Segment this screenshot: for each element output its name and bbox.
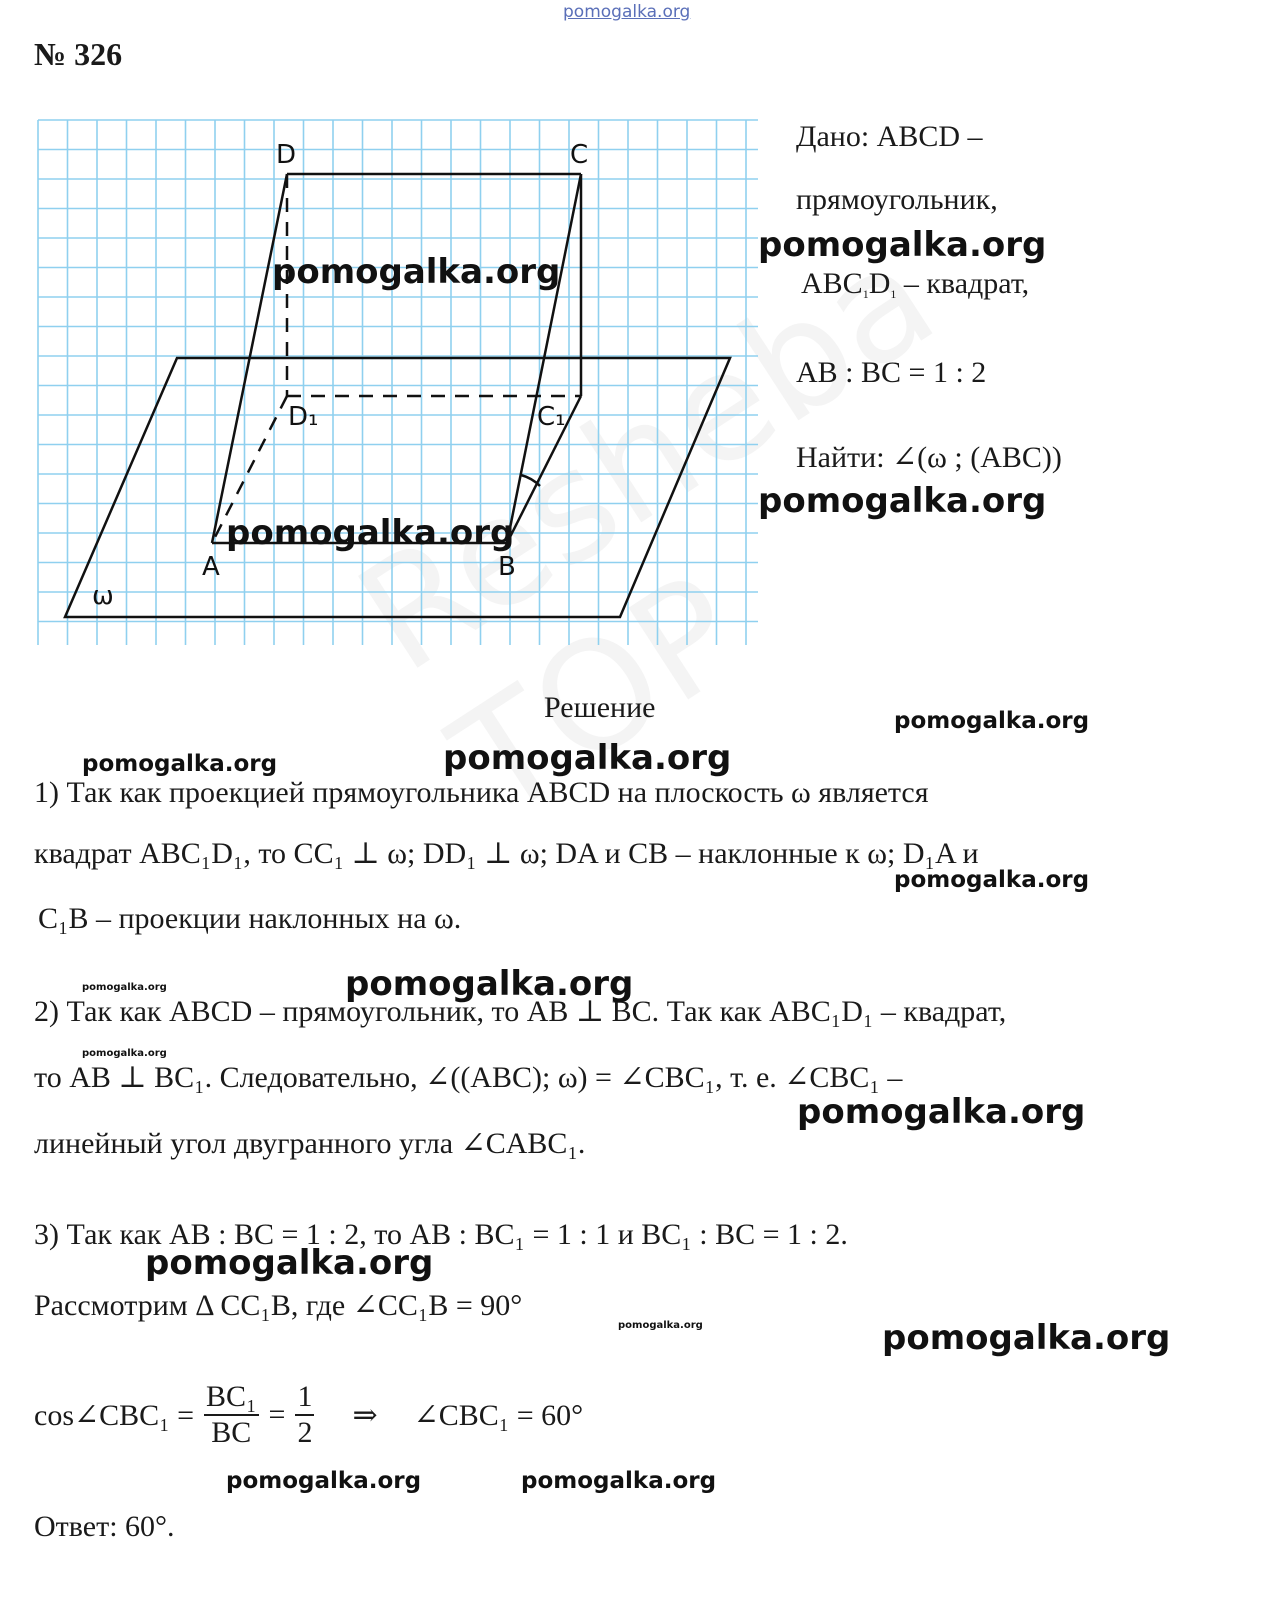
- label-D1: D₁: [288, 402, 319, 432]
- label-A: A: [202, 552, 220, 582]
- fraction-denominator: BC: [211, 1416, 252, 1449]
- watermark: pomogalka.org: [226, 1468, 422, 1494]
- watermark: pomogalka.org: [82, 982, 167, 993]
- fraction-denominator: 2: [297, 1416, 313, 1449]
- given-line-1: Дано: ABCD –: [796, 120, 983, 153]
- geometry-diagram: [0, 0, 780, 660]
- watermark: pomogalka.org: [758, 481, 1047, 521]
- step3-line1: 3) Так как AB : BC = 1 : 2, то AB : BC₁ = 1 : 1 и BC₁ : BC = 1 : 2.: [34, 1218, 848, 1251]
- watermark: pomogalka.org: [894, 867, 1090, 893]
- watermark: pomogalka.org: [797, 1092, 1086, 1132]
- watermark: pomogalka.org: [145, 1243, 434, 1283]
- watermark: pomogalka.org: [443, 738, 732, 778]
- equals-sign: =: [268, 1398, 286, 1431]
- label-D: D: [276, 140, 297, 170]
- step2-line3: линейный угол двугранного угла ∠CABC₁.: [34, 1127, 586, 1160]
- answer: Ответ: 60°.: [34, 1510, 175, 1543]
- watermark: pomogalka.org: [226, 513, 515, 553]
- fraction-one-half: [295, 1380, 314, 1450]
- grid-background: [38, 120, 758, 645]
- step1-line3: C₁B – проекции наклонных на ω.: [38, 902, 462, 935]
- cos-equation: [34, 1380, 583, 1450]
- implies-sign: ⇒: [352, 1398, 378, 1432]
- find-line: Найти: ∠(ω ; (ABC)): [796, 441, 1062, 474]
- watermark: pomogalka.org: [758, 225, 1047, 265]
- problem-number: № 326: [34, 36, 123, 72]
- plane-omega: [65, 358, 730, 617]
- solution-heading: Решение: [544, 691, 656, 724]
- given-line-2: прямоугольник,: [796, 183, 998, 216]
- given-line-3: $ABC_1D_1$ – квадрат,: [801, 267, 1030, 301]
- watermark: pomogalka.org: [345, 964, 634, 1004]
- fraction-bc1-bc: [204, 1380, 258, 1450]
- watermark: pomogalka.org: [82, 751, 278, 777]
- step1-line1: 1) Так как проекцией прямоугольника ABCD на плоскость ω является: [34, 776, 929, 809]
- cos-left: cos∠CBC₁ =: [34, 1398, 195, 1432]
- label-C1: C₁: [537, 402, 566, 432]
- top-source-watermark: pomogalka.org: [563, 2, 691, 22]
- watermark: pomogalka.org: [272, 252, 561, 292]
- step2-line1: 2) Так как ABCD – прямоугольник, то AB ⊥ BC. Так как ABC₁D₁ – квадрат,: [34, 995, 1007, 1028]
- label-C: C: [570, 140, 589, 170]
- watermark: pomogalka.org: [521, 1468, 717, 1494]
- label-B: B: [498, 552, 516, 582]
- label-omega: ω: [92, 581, 114, 611]
- given-ratio: AB : BC = 1 : 2: [796, 356, 987, 389]
- fraction-numerator: BC₁: [204, 1380, 258, 1416]
- watermark: pomogalka.org: [894, 708, 1090, 734]
- cos-result: ∠CBC₁ = 60°: [413, 1398, 584, 1432]
- step1-line2: квадрат ABC₁D₁, то CC₁ ⊥ ω; DD₁ ⊥ ω; DA и CB – наклонные к ω; D₁A и: [34, 837, 979, 870]
- fraction-numerator: 1: [295, 1380, 314, 1416]
- watermark: pomogalka.org: [82, 1048, 167, 1059]
- watermark: pomogalka.org: [618, 1320, 703, 1331]
- watermark: pomogalka.org: [882, 1318, 1171, 1358]
- step3-line2: Рассмотрим Δ CC₁B, где ∠CC₁B = 90°: [34, 1289, 523, 1322]
- step2-line2: то AB ⊥ BC₁. Следовательно, ∠((ABC); ω) = ∠CBC₁, т. е. ∠CBC₁ –: [34, 1061, 903, 1094]
